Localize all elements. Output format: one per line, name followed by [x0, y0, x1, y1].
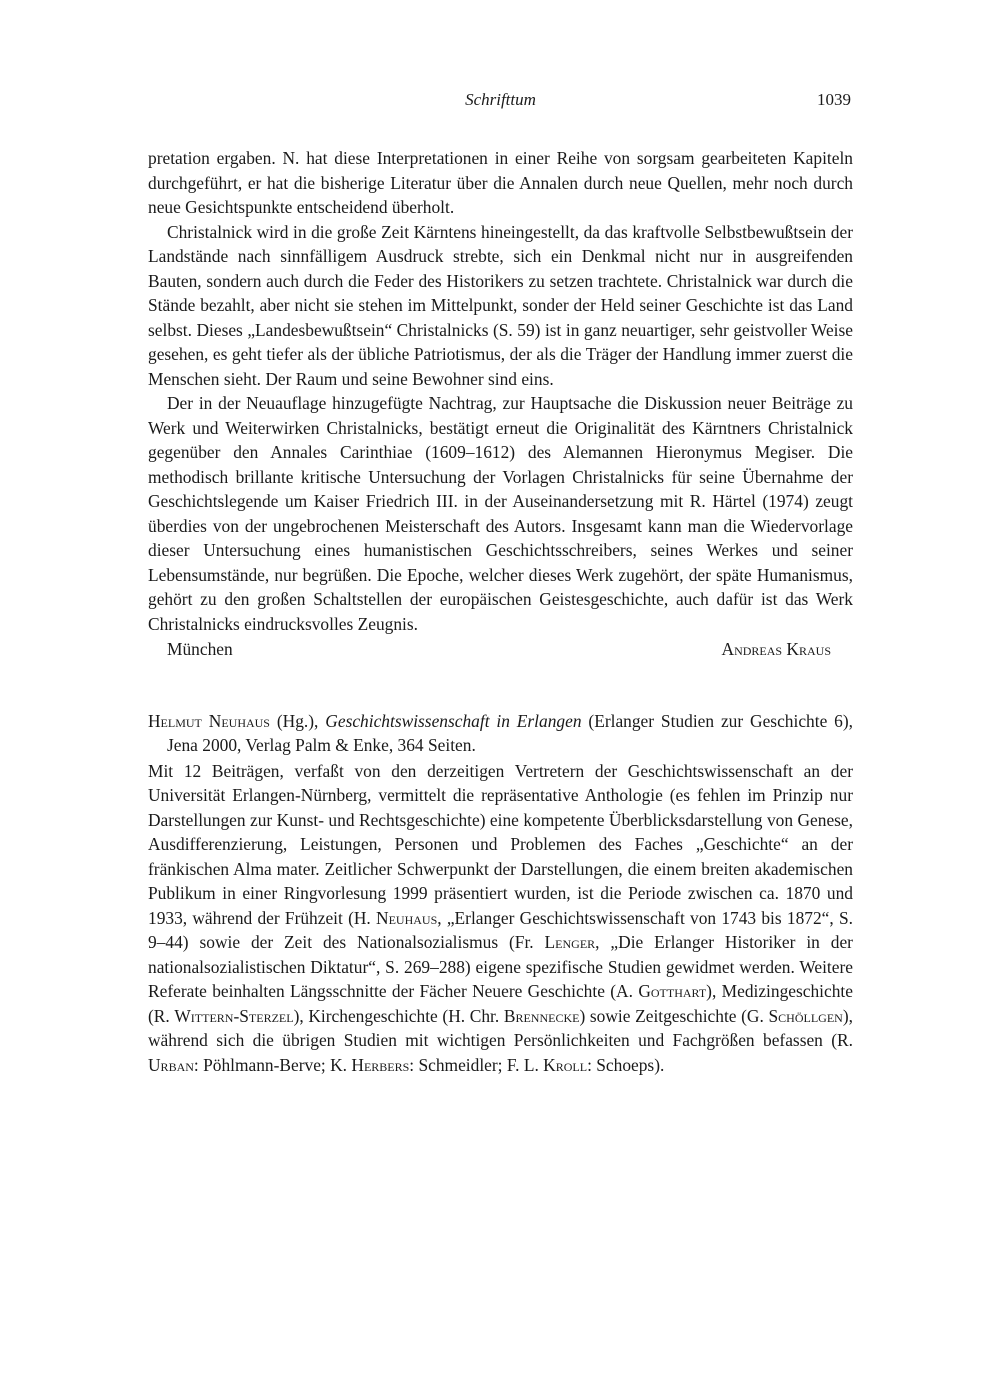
text-run: ), Medizingeschichte (R.: [148, 981, 853, 1026]
paragraph: pretation ergaben. N. hat diese Interpretationen in einer Reihe von sorgsam gearbeiteten Kapiteln durchgeführt, er hat die bisherige Literatur über die Annalen durch neue Quellen, mehr noch durch neue Gesichtspunkte entscheidend überholt.: [148, 148, 853, 217]
paragraph: Der in der Neuauflage hinzugefügte Nachtrag, zur Hauptsache die Diskussion neuer Beiträge zu Werk und Weiterwirken Christalnicks, bestätigt erneut die Originalität des Kärntners Christalnick gegenüber den Annales Carinthiae (1609–1612) des Alemannen Hieronymus Megiser. Die methodisch brillante kritische Untersuchung der Vorlagen Christalnicks für seine Übernahme der Geschichtslegende um Kaiser Friedrich III. in der Auseinandersetzung mit R. Härtel (1974) zeugt überdies von der ungebrochenen Meisterschaft des Autors. Insgesamt kann man die Wiedervorlage dieser Untersuchung eines humanistischen Geschichtsschreibers, seines Werkes und seiner Lebensumstände, nur begrüßen. Die Epoche, welcher dieses Werk zugehört, der späte Humanismus, gehört zu den großen Schaltstellen der europäischen Geistesgeschichte, auch dafür ist das Werk Christalnicks eindrucksvolles Zeugnis.: [148, 393, 853, 634]
cited-author: Wittern-Sterzel: [174, 1005, 294, 1026]
cited-author: Kroll: [543, 1054, 588, 1075]
text-run: : Schmeidler; F. L.: [409, 1054, 539, 1075]
editor-note: (Hg.),: [276, 710, 319, 731]
cited-author: Urban: [148, 1054, 194, 1075]
text-run: ), während sich die übrigen Studien mit wichtigen Persönlichkeiten und Fachgrößen befassen (R.: [148, 1005, 853, 1050]
review-signature: [148, 637, 853, 662]
series-publication: (Erlanger Studien zur Geschichte 6), Jena 2000, Verlag Palm & Enke, 364 Seiten.: [167, 710, 853, 755]
cited-author: Herbers: [351, 1054, 410, 1075]
running-head: [148, 90, 853, 120]
cited-author: Neuhaus: [376, 907, 438, 928]
cited-author: Lenger: [544, 932, 596, 952]
reviewer-name: Andreas Kraus: [721, 639, 831, 659]
review-continuation: [148, 146, 853, 662]
text-run: : Schoeps).: [587, 1054, 665, 1075]
running-title: Schrifttum: [465, 90, 536, 109]
paragraph: Christalnick wird in die große Zeit Kärntens hineingestellt, da das kraftvolle Selbstbewußtsein der Landstände nach sinnfälligem Ausdruck strebte, sich ein Denkmal nicht nur in ausgreifenden Bauten, sondern auch durch die Feder des Historikers zu setzen trachtete. Christalnick war durch die Stände bezahlt, aber nicht sie stehen im Mittelpunkt, sonder der Held seiner Geschichte ist das Land selbst. Dieses „Landesbewußtsein“ Christalnicks (S. 59) ist in ganz neuartiger, sehr geistvoller Weise gesehen, es geht tiefer als der übliche Patriotismus, der als die Träger der Handlung immer zuerst die Menschen sieht. Der Raum und seine Bewohner sind eins.: [148, 221, 853, 389]
cited-author: Gotthart: [638, 981, 707, 1001]
review-bibliographic-entry: [148, 709, 853, 758]
text-run: , „Erlanger Geschichtswissenschaft von 1743 bis 1872“, S. 9–44) sowie der Zeit des Nationalsozialismus (Fr.: [148, 907, 853, 952]
reviewer-place: München: [167, 639, 233, 659]
page: [148, 90, 853, 1077]
paragraph: [148, 759, 853, 1078]
text-run: ), Kirchengeschichte (H. Chr.: [293, 1005, 500, 1026]
text-run: : Pöhlmann-Berve; K.: [193, 1054, 348, 1075]
text-run: , „Die Erlanger Historiker in der nationalsozialistischen Diktatur“, S. 269–288) eigene spezifische Studien gewidmet werden. Weitere Referate beinhalten Längsschnitte der Fächer Neuere Geschichte (A.: [148, 932, 853, 1001]
cited-author: Schöllgen: [768, 1005, 843, 1026]
book-title: Geschichtswissenschaft in Erlangen: [325, 710, 582, 731]
text-run: Mit 12 Beiträgen, verfaßt von den derzeitigen Vertretern der Geschichtswissenschaft an der Universität Erlangen-Nürnberg, vermittelt die repräsentative Anthologie (es fehlen im Prinzip nur Darstellungen zur Kunst- und Rechtsgeschichte) eine kompetente Überblicksdarstellung von Genese, Ausdifferenzierung, Leistungen, Personen und Problemen des Faches „Geschichte“ an der fränkischen Alma mater. Zeitlicher Schwerpunkt der Darstellungen, die einem breiten akademischen Publikum in einer Ringvorlesung 1999 präsentiert wurden, ist die Periode zwischen ca. 1870 und 1933, während der Frühzeit (H.: [148, 760, 853, 928]
review-body: [148, 759, 853, 1078]
cited-author: Brennecke: [503, 1005, 580, 1026]
text-run: ) sowie Zeitgeschichte (G.: [579, 1005, 764, 1026]
book-author: Helmut Neuhaus: [148, 710, 270, 731]
page-number: 1039: [817, 90, 851, 109]
